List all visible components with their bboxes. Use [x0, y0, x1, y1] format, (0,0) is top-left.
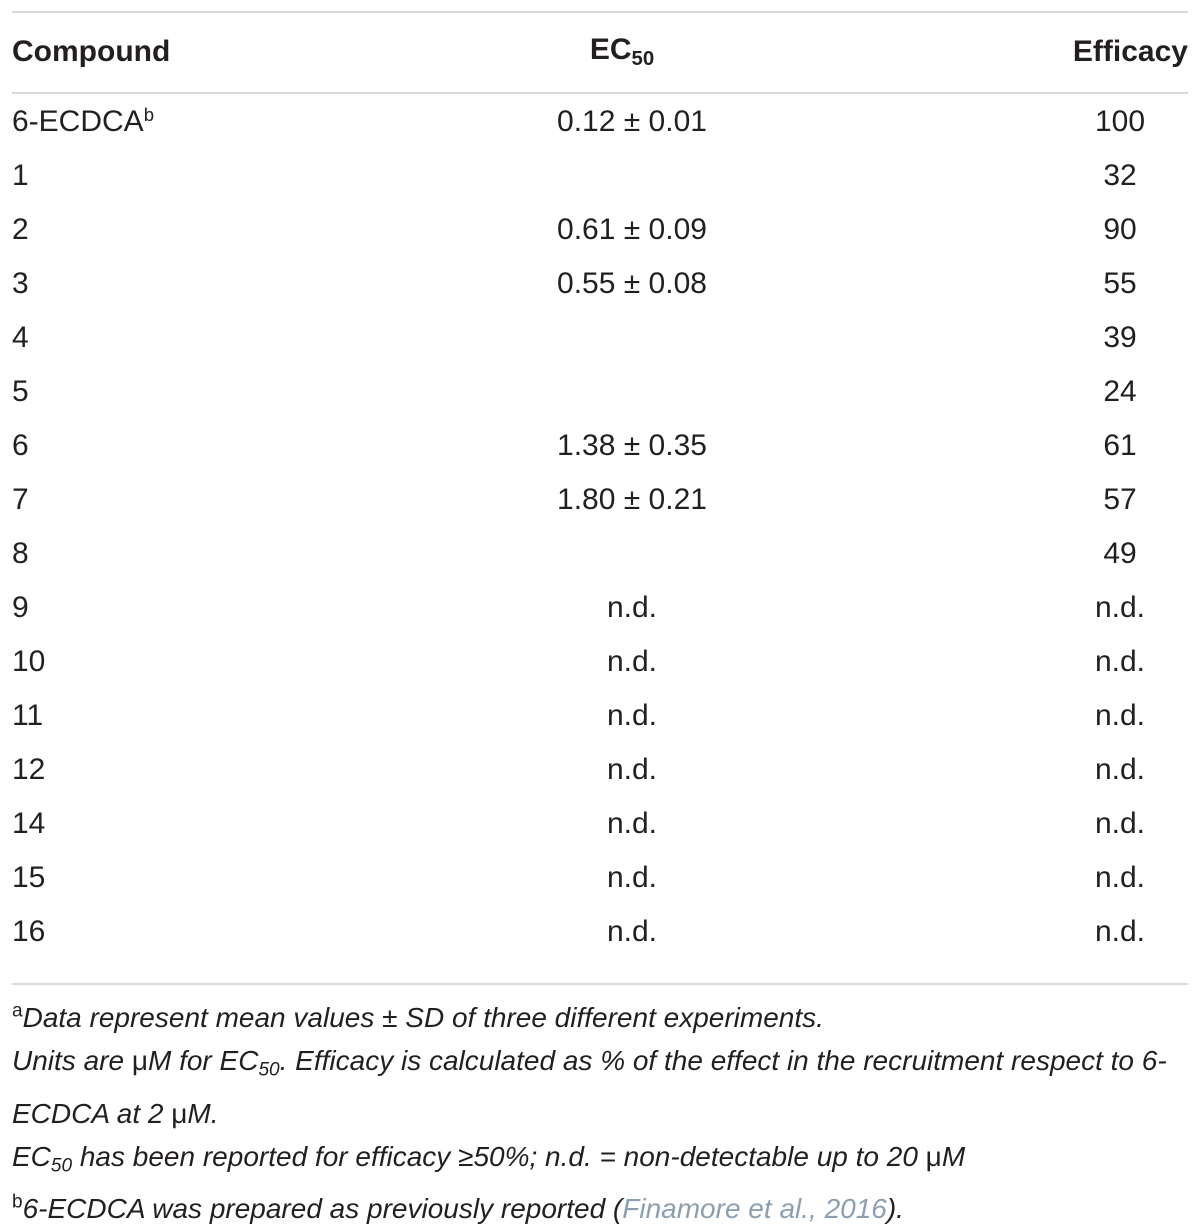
efficacy-cell	[852, 689, 1188, 743]
header-ec50	[392, 13, 852, 91]
efficacy-value: n.d.	[1094, 753, 1146, 786]
footnote-ec-text-2: has been reported for efficacy ≥50%; n.d. = non-detectable up to 20	[72, 1140, 926, 1172]
ec50-value: n.d.	[606, 753, 658, 786]
data-table	[12, 13, 1188, 959]
efficacy-cell	[852, 91, 1188, 149]
compound-name: 5	[12, 375, 29, 408]
efficacy-cell	[852, 743, 1188, 797]
ec50-value: 0.55 ± 0.08	[557, 267, 707, 300]
ec50-cell	[392, 689, 852, 743]
efficacy-value: 61	[1103, 429, 1137, 462]
table-row	[12, 419, 1188, 473]
efficacy-value: n.d.	[1094, 915, 1146, 948]
footnote-units-text-1: Units are	[12, 1045, 132, 1076]
compound-cell	[12, 905, 392, 959]
ec50-cell	[392, 851, 852, 905]
efficacy-cell	[852, 905, 1188, 959]
efficacy-cell	[852, 581, 1188, 635]
efficacy-value: n.d.	[1094, 699, 1146, 732]
compound-name: 2	[12, 213, 29, 246]
compound-cell	[12, 149, 392, 203]
ec50-cell	[392, 257, 852, 311]
efficacy-cell	[852, 797, 1188, 851]
compound-name: 11	[12, 699, 44, 732]
table-row	[12, 851, 1188, 905]
efficacy-value: 90	[1103, 213, 1137, 246]
compound-name: 4	[12, 321, 29, 354]
ec50-cell	[392, 91, 852, 149]
ec50-value: 1.38 ± 0.35	[557, 429, 707, 462]
efficacy-value: n.d.	[1094, 591, 1146, 624]
table-row	[12, 689, 1188, 743]
efficacy-cell	[852, 311, 1188, 365]
compound-cell	[12, 689, 392, 743]
efficacy-cell	[852, 635, 1188, 689]
compound-cell	[12, 743, 392, 797]
compound-name: 10	[12, 645, 46, 678]
ec50-cell	[392, 797, 852, 851]
table-row	[12, 365, 1188, 419]
efficacy-cell	[852, 851, 1188, 905]
footnote-units-text-2: M for EC	[147, 1045, 259, 1076]
ec50-cell	[392, 203, 852, 257]
table-row	[12, 905, 1188, 959]
table-row	[12, 257, 1188, 311]
micro-symbol: μ	[131, 1045, 148, 1076]
micro-symbol: μ	[171, 1097, 188, 1129]
ec50-value: n.d.	[606, 915, 658, 948]
compound-name: 7	[12, 483, 29, 516]
compound-name: 9	[12, 591, 29, 624]
compound-cell	[12, 203, 392, 257]
compound-cell	[12, 527, 392, 581]
compound-name: 6-ECDCA	[12, 105, 144, 138]
ec50-value: n.d.	[606, 861, 658, 894]
compound-cell	[12, 635, 392, 689]
compound-cell	[12, 419, 392, 473]
compound-cell	[12, 473, 392, 527]
compound-name: 12	[12, 753, 46, 786]
ec50-cell	[392, 527, 852, 581]
compound-cell	[12, 797, 392, 851]
footnote-a	[12, 996, 1192, 1039]
table-row	[12, 91, 1188, 149]
compound-cell	[12, 365, 392, 419]
efficacy-cell	[852, 473, 1188, 527]
footnote-b-end: ).	[886, 1193, 904, 1225]
ec50-value: n.d.	[606, 645, 658, 678]
table-row	[12, 473, 1188, 527]
footnote-units-text-3: . Efficacy is calculated as % of the effect in the recruitment respect to 6-ECDCA at 2	[12, 1045, 1167, 1129]
footnote-a-text: Data represent mean values ± SD of three different experiments.	[22, 1002, 824, 1033]
ec50-cell	[392, 743, 852, 797]
ec50-cell	[392, 311, 852, 365]
footnote-ec50	[12, 1135, 1192, 1188]
ec50-cell	[392, 365, 852, 419]
table-row	[12, 203, 1188, 257]
table-row	[12, 311, 1188, 365]
ec50-value: n.d.	[606, 591, 658, 624]
efficacy-value: n.d.	[1094, 807, 1146, 840]
efficacy-cell	[852, 527, 1188, 581]
compound-name: 1	[12, 159, 29, 192]
compound-cell	[12, 91, 392, 149]
table-row	[12, 581, 1188, 635]
ec50-cell	[392, 419, 852, 473]
footnote-a-marker: a	[12, 1000, 23, 1022]
header-compound: Compound	[12, 35, 171, 68]
footnote-ec-sub: 50	[50, 1155, 73, 1177]
header-row	[12, 13, 1188, 91]
efficacy-cell	[852, 149, 1188, 203]
header-ec50-base: EC	[589, 32, 632, 66]
table-row	[12, 149, 1188, 203]
footnote-ec-text-1: EC	[12, 1140, 51, 1172]
compound-name: 14	[12, 807, 46, 840]
compound-footnote-marker: b	[143, 103, 155, 125]
header-efficacy: Efficacy	[1072, 35, 1188, 68]
ec50-value: 1.80 ± 0.21	[557, 483, 707, 516]
footnote-b-marker: b	[12, 1191, 23, 1213]
ec50-cell	[392, 149, 852, 203]
ec50-value: 0.12 ± 0.01	[557, 105, 707, 138]
ec50-value: 0.61 ± 0.09	[557, 213, 707, 246]
citation-link[interactable]: Finamore et al., 2016	[622, 1193, 887, 1225]
compound-name: 15	[12, 861, 46, 894]
table-bottom-rule	[12, 983, 1188, 985]
efficacy-cell	[852, 257, 1188, 311]
efficacy-value: 55	[1103, 267, 1137, 300]
efficacy-value: 100	[1094, 105, 1146, 138]
compound-cell	[12, 581, 392, 635]
footnote-units	[12, 1039, 1192, 1135]
footnote-units-text-4: M.	[187, 1097, 219, 1129]
compound-name: 3	[12, 267, 29, 300]
efficacy-value: 57	[1103, 483, 1137, 516]
footnote-units-sub: 50	[258, 1059, 280, 1081]
ec50-value: n.d.	[606, 807, 658, 840]
efficacy-value: 49	[1103, 537, 1137, 570]
table-row	[12, 635, 1188, 689]
ec50-cell	[392, 473, 852, 527]
efficacy-cell	[852, 419, 1188, 473]
ec50-value: n.d.	[606, 699, 658, 732]
ec50-cell	[392, 635, 852, 689]
efficacy-value: 32	[1103, 159, 1137, 192]
efficacy-value: n.d.	[1094, 645, 1146, 678]
compound-cell	[12, 257, 392, 311]
efficacy-value: 39	[1103, 321, 1137, 354]
compound-cell	[12, 311, 392, 365]
efficacy-value: 24	[1103, 375, 1137, 408]
compound-cell	[12, 851, 392, 905]
ec50-cell	[392, 581, 852, 635]
ec50-cell	[392, 905, 852, 959]
micro-symbol: μ	[925, 1140, 942, 1172]
table-row	[12, 797, 1188, 851]
compound-name: 8	[12, 537, 29, 570]
footnote-b-text: 6-ECDCA was prepared as previously reported (	[22, 1193, 623, 1225]
efficacy-value: n.d.	[1094, 861, 1146, 894]
footnotes	[12, 996, 1192, 1230]
footnote-b	[12, 1187, 1192, 1230]
table-row	[12, 527, 1188, 581]
compound-name: 6	[12, 429, 29, 462]
efficacy-cell	[852, 203, 1188, 257]
compound-name: 16	[12, 915, 46, 948]
efficacy-cell	[852, 365, 1188, 419]
header-ec50-sub: 50	[631, 48, 655, 71]
footnote-ec-text-3: M	[941, 1140, 966, 1172]
table-body	[12, 91, 1188, 959]
table-row	[12, 743, 1188, 797]
